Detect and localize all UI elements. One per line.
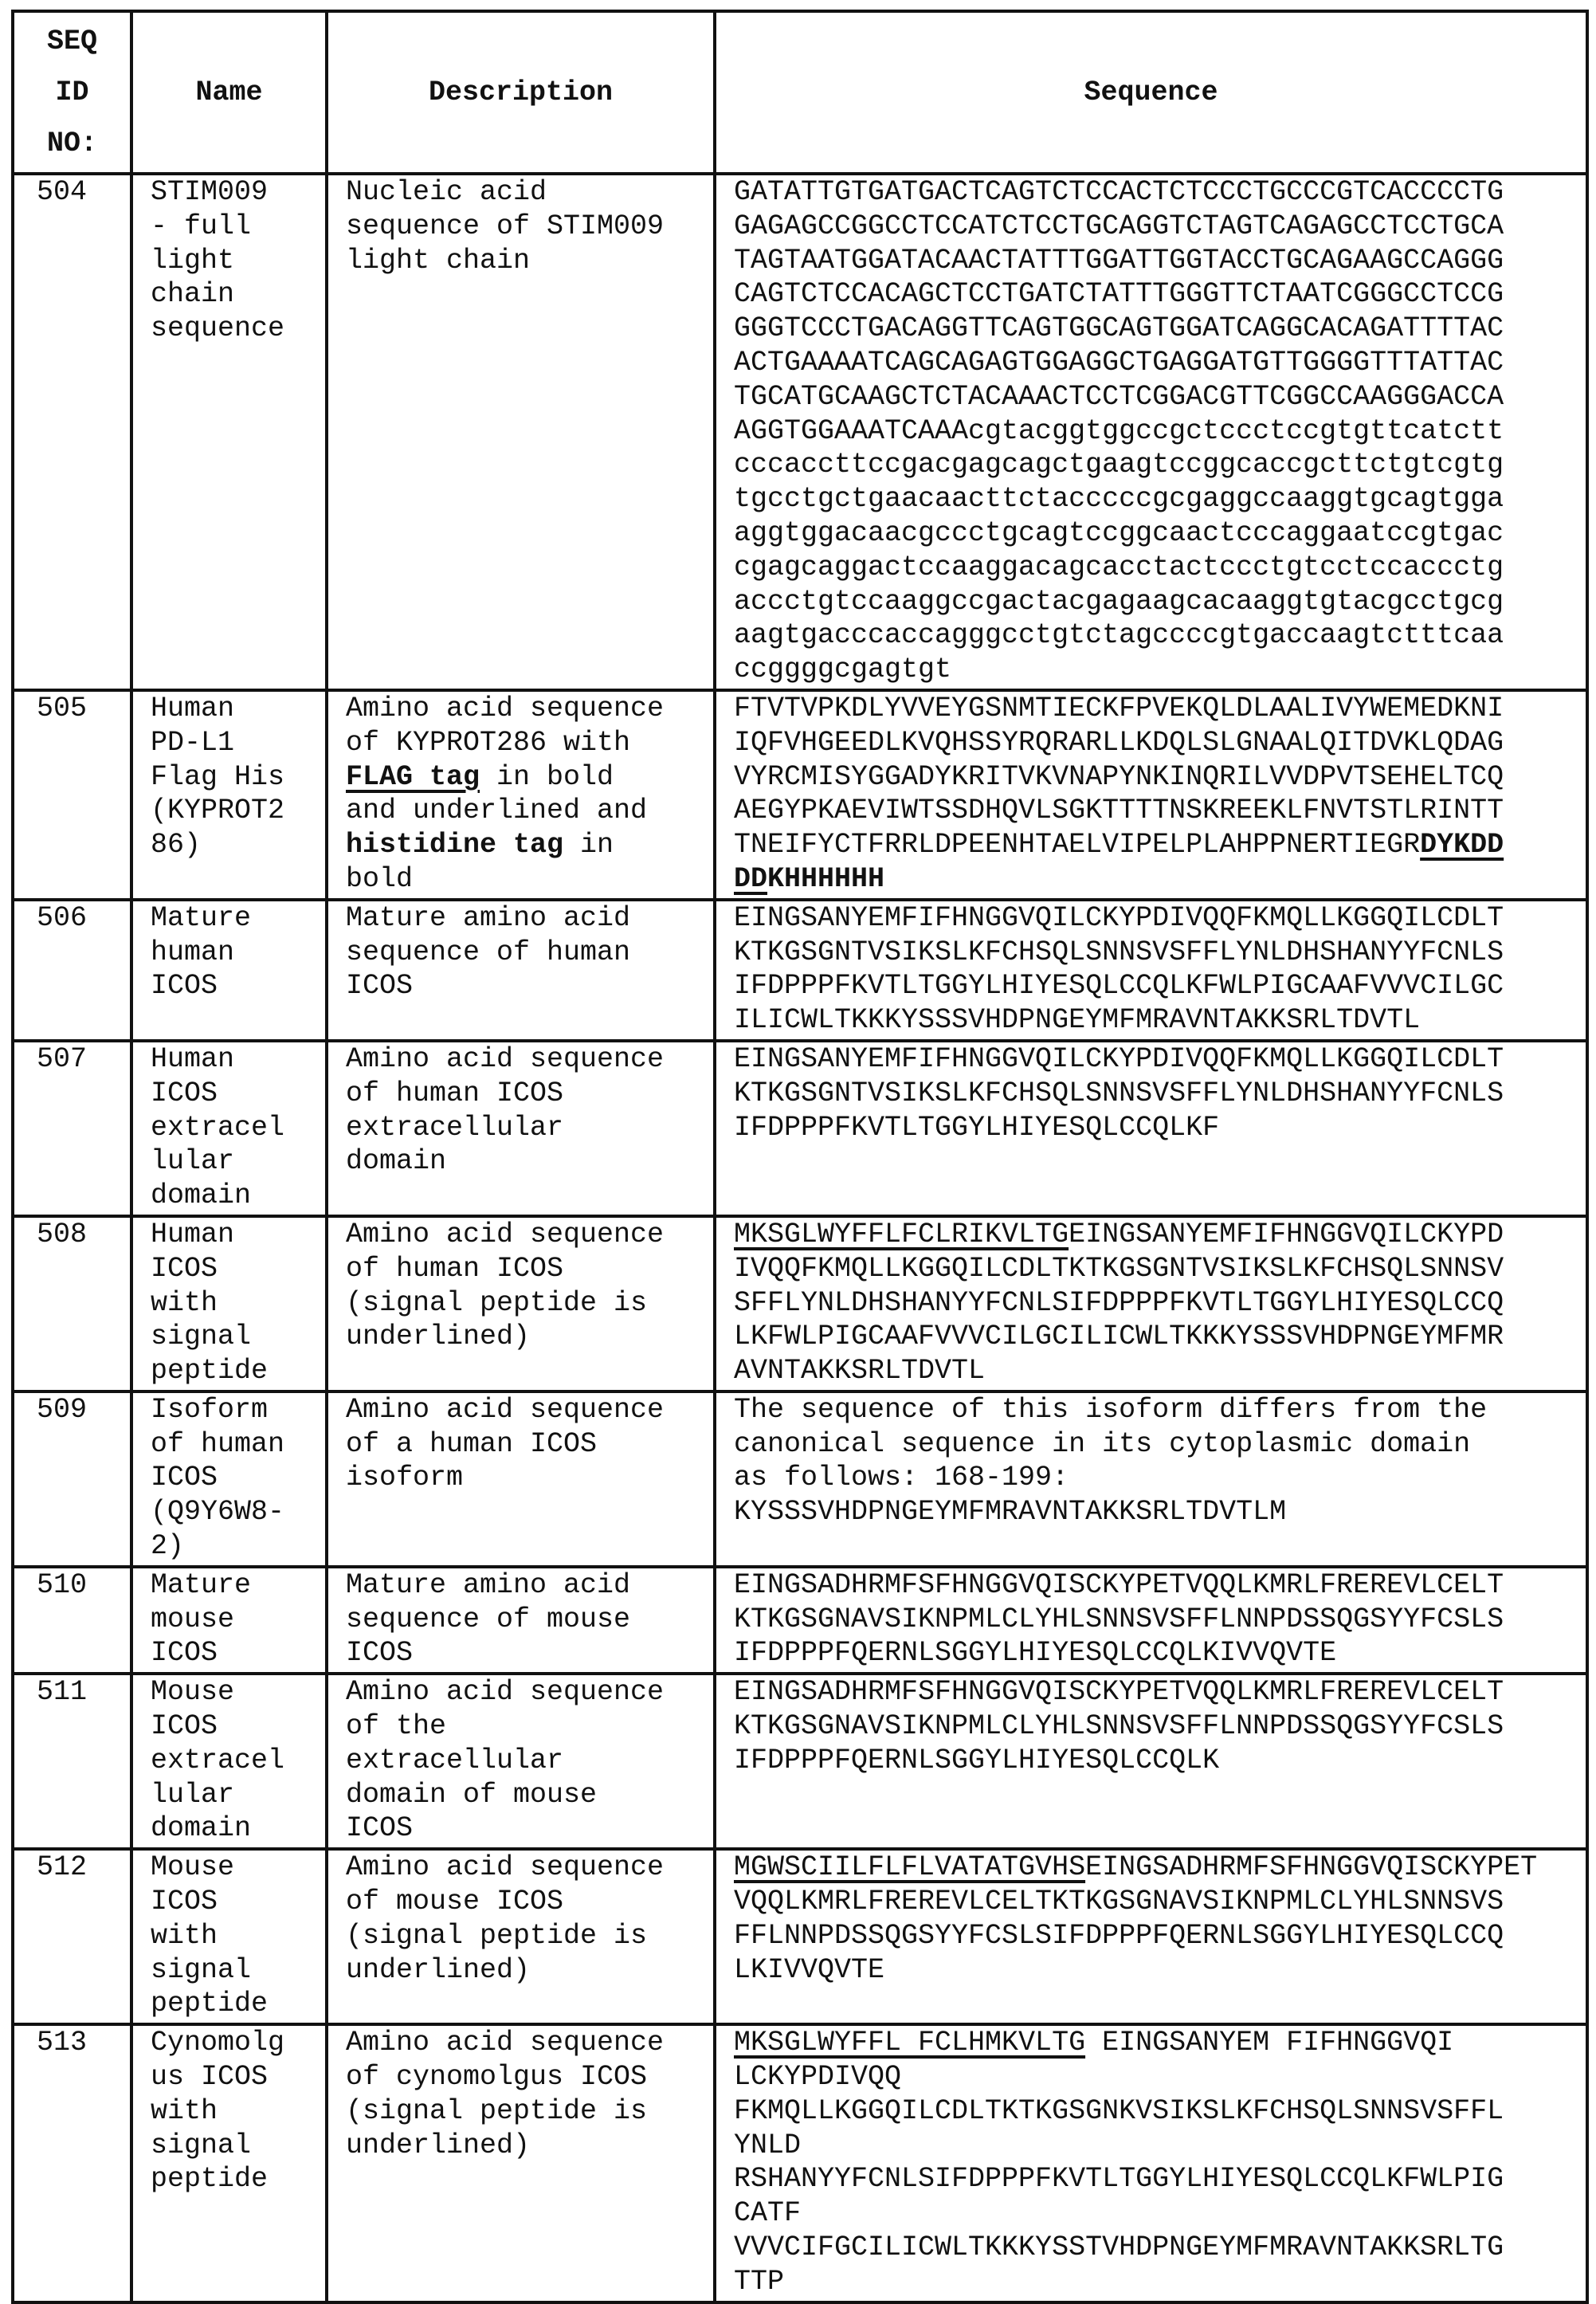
cell-line: ICOS: [151, 970, 218, 1002]
cell-line: peptide: [151, 1355, 268, 1387]
description-cell: [327, 2024, 715, 2302]
cell-line: 2): [151, 1530, 184, 1562]
header-name: Name: [131, 11, 327, 174]
cell-line: AGGTGGAAATCAAAcgtacggtggccgctccctccgtgttcatctt: [734, 415, 1504, 447]
table-row: [13, 1567, 1587, 1674]
cell-line: underlined): [346, 1321, 530, 1352]
cell-line: KTKGSGNAVSIKNPMLCLYHLSNNSVSFFLNNPDSSQGSYYFCSLS: [734, 1603, 1504, 1635]
description-cell: [327, 1391, 715, 1567]
cell-line: Amino acid sequence: [346, 1851, 664, 1883]
cell-line: ICOS: [346, 970, 413, 1002]
text-segment: EINGSADHRMFSFHNGGVQISCKYPET: [1085, 1851, 1537, 1883]
text-segment: of KYPROT286 with: [346, 727, 630, 759]
cell-line: STIM009: [151, 176, 268, 208]
cell-line: IVQQFKMQLLKGGQILCDLTKTKGSGNTVSIKSLKFCHSQLSNNSV: [734, 1253, 1504, 1285]
cell-line: Amino acid sequence: [346, 1676, 664, 1708]
cell-line: us ICOS: [151, 2061, 268, 2093]
cell-line: KYSSSVHDPNGEYMFMRAVNTAKKSRLTDVTLM: [734, 1496, 1286, 1528]
cell-line: LKFWLPIGCAAFVVVCILGCILICWLTKKKYSSSVHDPNGEYMFMR: [734, 1321, 1504, 1352]
table-row: [13, 1674, 1587, 1849]
cell-line: GATATTGTGATGACTCAGTCTCCACTCTCCCTGCCCGTCACCCCTG: [734, 176, 1504, 208]
table-row: [13, 174, 1587, 690]
sequence-cell: [715, 1567, 1587, 1674]
cell-line: IFDPPPFKVTLTGGYLHIYESQLCCQLKFWLPIGCAAFVVVCILGC: [734, 970, 1504, 1002]
cell-line: lular: [151, 1779, 234, 1811]
seq-id-cell: 513: [13, 2024, 131, 2302]
description-cell: [327, 690, 715, 900]
name-cell: [131, 1674, 327, 1849]
description-cell: [327, 1849, 715, 2024]
cell-line: Flag His: [151, 761, 284, 793]
bold-text: KHHHHHH: [767, 863, 884, 895]
cell-line: CATF: [734, 2197, 801, 2229]
cell-line: of human ICOS: [346, 1077, 563, 1109]
seq-id-cell: 511: [13, 1674, 131, 1849]
cell-line: (signal peptide is: [346, 2095, 647, 2127]
cell-line: (KYPROT2: [151, 795, 284, 826]
header-row: [13, 11, 1587, 174]
cell-line: underlined): [346, 2129, 530, 2161]
cell-line: tgcctgctgaacaacttctacccccgcgaggccaaggtgcagtgga: [734, 483, 1504, 515]
name-cell: [131, 690, 327, 900]
cell-line: ACTGAAAATCAGCAGAGTGGAGGCTGAGGATGTTGGGGTTTATTAC: [734, 347, 1504, 379]
table-row: [13, 1391, 1587, 1567]
cell-line: IFDPPPFKVTLTGGYLHIYESQLCCQLKF: [734, 1112, 1219, 1144]
underlined-text: MKSGLWYFFL FCLHMKVLTG: [734, 2027, 1085, 2059]
cell-line: Amino acid sequence: [346, 1394, 664, 1426]
cell-line: [346, 761, 614, 793]
cell-line: RSHANYYFCNLSIFDPPPFKVTLTGGYLHIYESQLCCQLKFWLPIG: [734, 2163, 1504, 2195]
table-row: [13, 1041, 1587, 1216]
cell-line: Mature: [151, 902, 251, 934]
cell-line: ICOS: [151, 1077, 218, 1109]
cell-line: (Q9Y6W8-: [151, 1496, 284, 1528]
cell-line: accctgtccaaggccgactacgagaagcacaaggtgtacgcctgcg: [734, 586, 1504, 618]
cell-line: of a human ICOS: [346, 1428, 597, 1460]
cell-line: with: [151, 1287, 218, 1319]
cell-line: isoform: [346, 1462, 463, 1493]
cell-line: aagtgacccaccagggcctgtctagccccgtgaccaagtctttcaa: [734, 619, 1504, 651]
seq-id-cell: 510: [13, 1567, 131, 1674]
cell-line: LCKYPDIVQQ: [734, 2061, 901, 2093]
cell-line: peptide: [151, 1988, 268, 2019]
bold-text: DD: [734, 863, 767, 895]
cell-line: FFLNNPDSSQGSYYFCSLSIFDPPPFQERNLSGGYLHIYESQLCCQ: [734, 1920, 1504, 1952]
cell-line: VQQLKMRLFREREVLCELTKTKGSGNAVSIKNPMLCLYHLSNNSVS: [734, 1886, 1504, 1917]
cell-line: TTP: [734, 2266, 784, 2298]
cell-line: Human: [151, 693, 234, 724]
cell-line: sequence: [151, 312, 284, 344]
cell-line: (signal peptide is: [346, 1287, 647, 1319]
cell-line: of cynomolgus ICOS: [346, 2061, 647, 2093]
cell-line: domain: [151, 1812, 251, 1844]
cell-line: VYRCMISYGGADYKRITVKVNAPYNKINQRILVVDPVTSEHELTCQ: [734, 761, 1504, 793]
cell-line: sequence of human: [346, 936, 630, 968]
text-segment: EINGSANYEMFIFHNGGVQILCKYPD: [1069, 1219, 1504, 1250]
cell-line: light chain: [346, 245, 530, 277]
cell-line: GGGTCCCTGACAGGTTCAGTGGCAGTGGATCAGGCACAGATTTTAC: [734, 312, 1504, 344]
bold-text: FLAG tag: [346, 761, 480, 793]
cell-line: IQFVHGEEDLKVQHSSYRQRARLLKDQLSLGNAALQITDVKLQDAG: [734, 727, 1504, 759]
table-row: [13, 690, 1587, 900]
cell-line: peptide: [151, 2163, 268, 2195]
sequence-table: [11, 10, 1589, 2304]
cell-line: [734, 1219, 1504, 1250]
cell-line: bold: [346, 863, 413, 895]
cell-line: of the: [346, 1710, 446, 1742]
cell-line: underlined): [346, 1954, 530, 1986]
cell-line: Mouse: [151, 1851, 234, 1883]
cell-line: IFDPPPFQERNLSGGYLHIYESQLCCQLK: [734, 1745, 1219, 1776]
cell-line: [734, 863, 884, 895]
underlined-text: MGWSCIILFLFLVATATGVHS: [734, 1851, 1085, 1883]
table-row: [13, 2024, 1587, 2302]
cell-line: YNLD: [734, 2129, 801, 2161]
cell-line: Mouse: [151, 1676, 234, 1708]
underlined-text: MKSGLWYFFLFCLRIKVLTG: [734, 1219, 1069, 1250]
cell-line: Amino acid sequence: [346, 1043, 664, 1075]
sequence-cell: [715, 900, 1587, 1041]
cell-line: PD-L1: [151, 727, 234, 759]
cell-line: FTVTVPKDLYVVEYGSNMTIECKFPVEKQLDLAALIVYWEMEDKNI: [734, 693, 1504, 724]
cell-line: EINGSANYEMFIFHNGGVQILCKYPDIVQQFKMQLLKGGQILCDLT: [734, 902, 1504, 934]
name-cell: [131, 1849, 327, 2024]
name-cell: [131, 900, 327, 1041]
text-segment: in: [563, 829, 614, 861]
cell-line: and underlined and: [346, 795, 647, 826]
description-cell: [327, 1041, 715, 1216]
cell-line: cccaccttccgacgagcagctgaagtccggcaccgcttctgtcgtg: [734, 449, 1504, 481]
cell-line: The sequence of this isoform differs from the: [734, 1394, 1487, 1426]
sequence-cell: [715, 1674, 1587, 1849]
cell-line: Amino acid sequence: [346, 2027, 664, 2059]
seq-id-cell: 507: [13, 1041, 131, 1216]
seq-id-cell: 504: [13, 174, 131, 690]
cell-line: chain: [151, 278, 234, 310]
sequence-cell: [715, 690, 1587, 900]
cell-line: of human ICOS: [346, 1253, 563, 1285]
cell-line: ICOS: [151, 1253, 218, 1285]
description-cell: [327, 1674, 715, 1849]
cell-line: VVVCIFGCILICWLTKKKYSSTVHDPNGEYMFMRAVNTAKKSRLTG: [734, 2231, 1504, 2263]
cell-line: Mature: [151, 1569, 251, 1601]
seq-id-cell: 508: [13, 1216, 131, 1391]
table-row: [13, 1216, 1587, 1391]
cell-line: ICOS: [151, 1637, 218, 1669]
sequence-cell: [715, 1849, 1587, 2024]
cell-line: of mouse ICOS: [346, 1886, 563, 1917]
cell-line: ICOS: [346, 1812, 413, 1844]
table-body: [13, 174, 1587, 2302]
cell-line: domain of mouse: [346, 1779, 597, 1811]
cell-line: KTKGSGNAVSIKNPMLCLYHLSNNSVSFFLNNPDSSQGSYYFCSLS: [734, 1710, 1504, 1742]
cell-line: Mature amino acid: [346, 1569, 630, 1601]
text-segment: TNEIFYCTFRRLDPEENHTAELVIPELPLAHPPNERTIEGR: [734, 829, 1420, 861]
cell-line: extracel: [151, 1745, 284, 1776]
cell-line: extracellular: [346, 1745, 563, 1776]
seq-id-cell: 506: [13, 900, 131, 1041]
text-segment: in bold: [480, 761, 614, 793]
cell-line: signal: [151, 1954, 251, 1986]
cell-line: TAGTAATGGATACAACTATTTGGATTGGTACCTGCAGAAGCCAGGG: [734, 245, 1504, 277]
sequence-cell: [715, 2024, 1587, 2302]
cell-line: SFFLYNLDHSHANYYFCNLSIFDPPPFKVTLTGGYLHIYESQLCCQ: [734, 1287, 1504, 1319]
cell-line: sequence of mouse: [346, 1603, 630, 1635]
name-cell: [131, 1391, 327, 1567]
cell-line: extracel: [151, 1112, 284, 1144]
cell-line: Amino acid sequence: [346, 1219, 664, 1250]
description-cell: [327, 900, 715, 1041]
cell-line: as follows: 168-199:: [734, 1462, 1069, 1493]
cell-line: ccggggcgagtgt: [734, 654, 951, 685]
cell-line: KTKGSGNTVSIKSLKFCHSQLSNNSVSFFLYNLDHSHANYYFCNLS: [734, 936, 1504, 968]
name-cell: [131, 174, 327, 690]
cell-line: GAGAGCCGGCCTCCATCTCCTGCAGGTCTAGTCAGAGCCTCCTGCA: [734, 210, 1504, 242]
cell-line: [734, 1851, 1537, 1883]
cell-line: IFDPPPFQERNLSGGYLHIYESQLCCQLKIVVQVTE: [734, 1637, 1336, 1669]
sequence-cell: [715, 1391, 1587, 1567]
cell-line: ICOS: [346, 1637, 413, 1669]
cell-line: EINGSADHRMFSFHNGGVQISCKYPETVQQLKMRLFREREVLCELT: [734, 1569, 1504, 1601]
cell-line: cgagcaggactccaaggacagcacctactccctgtcctccaccctg: [734, 551, 1504, 583]
seq-id-cell: 509: [13, 1391, 131, 1567]
cell-line: lular: [151, 1145, 234, 1177]
cell-line: [734, 829, 1504, 861]
cell-line: light: [151, 245, 234, 277]
cell-line: canonical sequence in its cytoplasmic domain: [734, 1428, 1470, 1460]
name-cell: [131, 1567, 327, 1674]
cell-line: Nucleic acid: [346, 176, 547, 208]
table-row: [13, 900, 1587, 1041]
cell-line: TGCATGCAAGCTCTACAAACTCCTCGGACGTTCGGCCAAGGGACCA: [734, 381, 1504, 413]
cell-line: - full: [151, 210, 251, 242]
cell-line: ICOS: [151, 1886, 218, 1917]
cell-line: extracellular: [346, 1112, 563, 1144]
cell-line: signal: [151, 1321, 251, 1352]
cell-line: FKMQLLKGGQILCDLTKTKGSGNKVSIKSLKFCHSQLSNNSVSFFL: [734, 2095, 1504, 2127]
sequence-cell: [715, 1216, 1587, 1391]
bold-text: histidine tag: [346, 829, 563, 861]
description-cell: [327, 1567, 715, 1674]
cell-line: [346, 727, 630, 759]
header-description: Description: [327, 11, 715, 174]
table-row: [13, 1849, 1587, 2024]
cell-line: signal: [151, 2129, 251, 2161]
cell-line: Amino acid sequence: [346, 693, 664, 724]
name-cell: [131, 2024, 327, 2302]
cell-line: aggtggacaacgccctgcagtccggcaactcccaggaatccgtgac: [734, 517, 1504, 549]
cell-line: Cynomolg: [151, 2027, 284, 2059]
cell-line: domain: [151, 1179, 251, 1211]
header-sequence: Sequence: [715, 11, 1587, 174]
name-cell: [131, 1041, 327, 1216]
cell-line: ILICWLTKKKYSSSVHDPNGEYMFMRAVNTAKKSRLTDVTL: [734, 1004, 1420, 1036]
cell-line: sequence of STIM009: [346, 210, 664, 242]
cell-line: Human: [151, 1043, 234, 1075]
cell-line: with: [151, 1920, 218, 1952]
cell-line: CAGTCTCCACAGCTCCTGATCTATTTGGGTTCTAATCGGGCCTCCG: [734, 278, 1504, 310]
cell-line: Isoform: [151, 1394, 268, 1426]
seq-id-cell: 505: [13, 690, 131, 900]
cell-line: AEGYPKAEVIWTSSDHQVLSGKTTTTNSKREEKLFNVTSTLRINTT: [734, 795, 1504, 826]
text-segment: EINGSANYEM FIFHNGGVQI: [1085, 2027, 1453, 2059]
cell-line: KTKGSGNTVSIKSLKFCHSQLSNNSVSFFLYNLDHSHANYYFCNLS: [734, 1077, 1504, 1109]
cell-line: LKIVVQVTE: [734, 1954, 884, 1986]
cell-line: of human: [151, 1428, 284, 1460]
header-seq-id: SEQ ID NO:: [13, 11, 131, 174]
cell-line: human: [151, 936, 234, 968]
sequence-cell: [715, 1041, 1587, 1216]
cell-line: domain: [346, 1145, 446, 1177]
cell-line: AVNTAKKSRLTDVTL: [734, 1355, 985, 1387]
cell-line: (signal peptide is: [346, 1920, 647, 1952]
seq-id-cell: 512: [13, 1849, 131, 2024]
cell-line: EINGSADHRMFSFHNGGVQISCKYPETVQQLKMRLFREREVLCELT: [734, 1676, 1504, 1708]
description-cell: [327, 174, 715, 690]
cell-line: ICOS: [151, 1462, 218, 1493]
cell-line: mouse: [151, 1603, 234, 1635]
cell-line: [734, 2027, 1453, 2059]
cell-line: ICOS: [151, 1710, 218, 1742]
cell-line: [346, 829, 614, 861]
cell-line: Mature amino acid: [346, 902, 630, 934]
sequence-cell: [715, 174, 1587, 690]
cell-line: 86): [151, 829, 201, 861]
cell-line: with: [151, 2095, 218, 2127]
bold-text: DYKDD: [1420, 829, 1504, 861]
name-cell: [131, 1216, 327, 1391]
cell-line: Human: [151, 1219, 234, 1250]
description-cell: [327, 1216, 715, 1391]
cell-line: EINGSANYEMFIFHNGGVQILCKYPDIVQQFKMQLLKGGQILCDLT: [734, 1043, 1504, 1075]
